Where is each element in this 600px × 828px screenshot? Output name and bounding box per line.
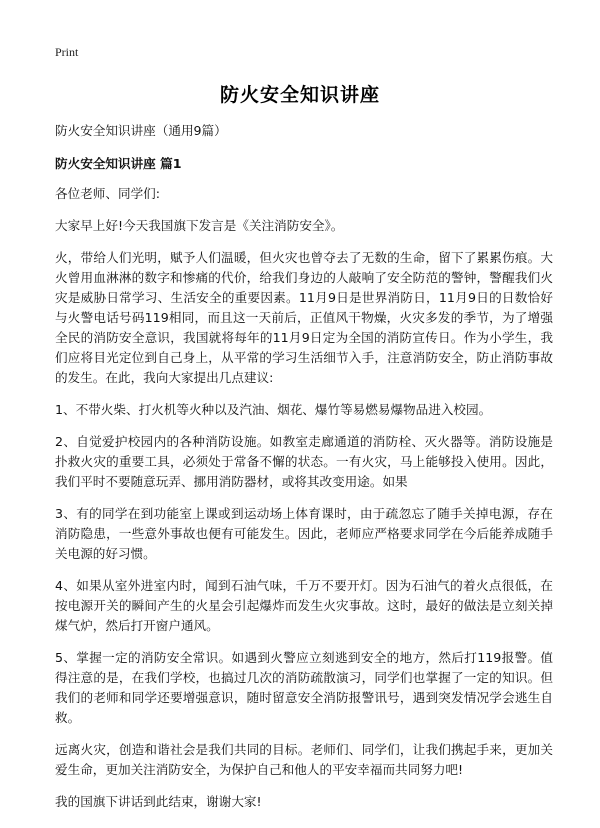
print-link[interactable]: Print bbox=[55, 45, 79, 59]
intro-paragraph: 火，带给人们光明，赋予人们温暖，但火灾也曾夺去了无数的生命，留下了累累伤痕。大火曾用血淋淋的数字和惨痛的代价，给我们身边的人敲响了安全防范的警钟，警醒我们火灾是威胁日常学习、生活安全的重要因素。11月9日是世界消防日，11月9日的日数恰好与火警电话号码119相同，而且这一天前后，正值风干物燥，火灾多发的季节，为了增强全民的消防安全意识，我国就将每年的11月9日定为全国的消防宣传日。作为小学生，我们应将目光定位到自己身上，从平常的学习生活细节入手，注意消防安全，防止消防事故的发生。在此，我向大家提出几点建议: bbox=[55, 250, 553, 385]
suggestion-1-paragraph: 1、不带火柴、打火机等火种以及汽油、烟花、爆竹等易燃易爆物品进入校园。 bbox=[55, 402, 492, 417]
suggestion-2-paragraph: 2、自觉爱护校园内的各种消防设施。如教室走廊通道的消防栓、灭火器等。消防设施是扑救火灾的重要工具，必须处于常备不懈的状态。一有火灾，马上能够投入使用。因此，我们平时不要随意玩弄、挪用消防器材，或将其改变用途。如果 bbox=[55, 434, 553, 489]
greeting-paragraph: 各位老师、同学们: bbox=[55, 186, 160, 201]
document-body bbox=[55, 121, 553, 824]
opening-paragraph: 大家早上好!今天我国旗下发言是《关注消防安全》。 bbox=[55, 218, 344, 233]
document-subtitle: 防火安全知识讲座（通用9篇） bbox=[55, 123, 227, 138]
suggestion-3-paragraph: 3、有的同学在到功能室上课或到运动场上体育课时，由于疏忽忘了随手关掉电源，存在消防隐患，一些意外事故也便有可能发生。因此，老师应严格要求同学在今后能养成随手关电源的好习惯。 bbox=[55, 506, 553, 561]
conclusion-paragraph: 远离火灾，创造和谐社会是我们共同的目标。老师们、同学们，让我们携起手来，更加关爱生命，更加关注消防安全，为保护自己和他人的平安幸福而共同努力吧! bbox=[55, 742, 553, 777]
suggestion-5-paragraph: 5、掌握一定的消防安全常识。如遇到火警应立刻逃到安全的地方，然后打119报警。值得注意的是，在我们学校，也搞过几次的消防疏散演习，同学们也掌握了一定的知识。但我们的老师和同学还要增强意识，随时留意安全消防报警讯号，遇到突发情况学会逃生自救。 bbox=[55, 650, 553, 725]
closing-paragraph: 我的国旗下讲话到此结束，谢谢大家! bbox=[55, 794, 262, 809]
suggestion-4-paragraph: 4、如果从室外进室内时，闻到石油气味，千万不要开灯。因为石油气的着火点很低，在按电源开关的瞬间产生的火星会引起爆炸而发生火灾事故。这时，最好的做法是立刻关掉煤气炉，然后打开窗户通风。 bbox=[55, 578, 553, 633]
page-title: 防火安全知识讲座 bbox=[219, 84, 380, 106]
section-heading: 防火安全知识讲座 篇1 bbox=[55, 156, 182, 171]
